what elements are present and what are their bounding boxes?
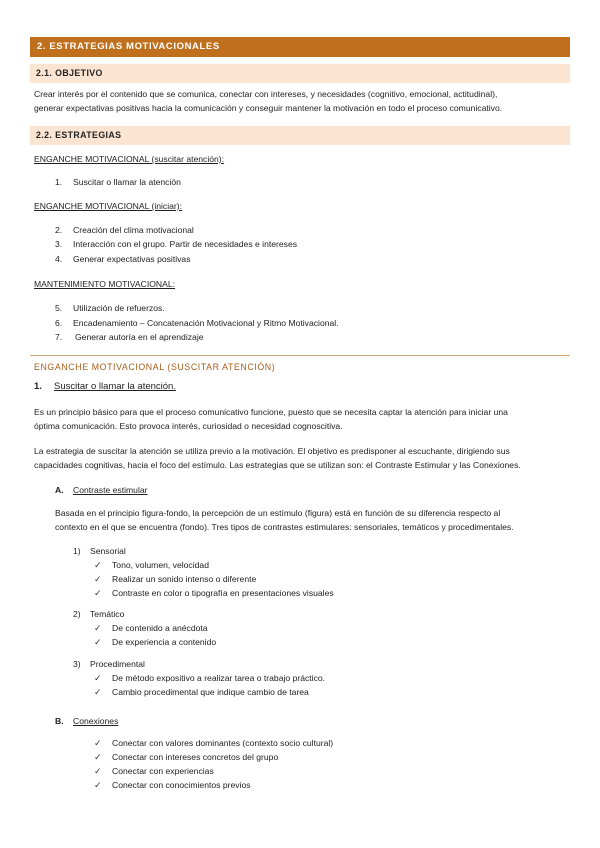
check-item: De contenido a anécdota [112,623,208,633]
check-item: Cambio procedimental que indique cambio de tarea [112,687,309,697]
paragraph-line: Basada en el principio figura-fondo, la percepción de un estímulo (figura) está en función de su diferencia respecto al [55,508,501,518]
check-icon: ✓ [94,752,102,762]
list-number: 2. [55,225,63,235]
estrategias-heading: 2.2. ESTRATEGIAS [36,130,122,140]
list-item: Encadenamiento – Concatenación Motivacional y Ritmo Motivacional. [73,318,339,328]
check-icon: ✓ [94,766,102,776]
type-number: 3) [73,659,81,669]
check-icon: ✓ [94,560,102,570]
type-name: Sensorial [90,546,126,556]
check-icon: ✓ [94,738,102,748]
list-number: 5. [55,303,63,313]
paragraph-line: contexto en el que se encuentra (fondo). Tres tipos de contrastes estimulares: sensoriales, temáticos y procedimentales. [55,522,514,532]
check-item: Contraste en color o tipografía en presentaciones visuales [112,588,334,598]
type-number: 1) [73,546,81,556]
list-number: 7. [55,332,63,342]
group-title: ENGANCHE MOTIVACIONAL (iniciar): [34,201,183,211]
check-item: De método expositivo a realizar tarea o trabajo práctico. [112,673,326,683]
type-number: 2) [73,609,81,619]
group-title: ENGANCHE MOTIVACIONAL (suscitar atención): [34,154,225,164]
objetivo-line: generar expectativas positivas hacia la comunicación y conseguir mantener la motivación en todo el proceso comunicativo. [34,103,503,113]
conexiones-title: Conexiones [73,716,119,726]
list-item: Utilización de refuerzos. [73,303,165,313]
check-item: Conectar con valores dominantes (contexto socio cultural) [112,738,334,748]
enganche-heading: ENGANCHE MOTIVACIONAL (SUSCITAR ATENCIÓN) [34,362,276,372]
paragraph-line: La estrategia de suscitar la atención se utiliza previo a la motivación. El objetivo es predisponer al escuchante, dirigiendo sus [34,446,510,456]
list-number: 4. [55,254,63,264]
section-letter: A. [55,485,64,495]
list-item: Generar expectativas positivas [73,254,191,264]
section-title-bar [30,37,570,57]
list-number: 3. [55,239,63,249]
list-item: Creación del clima motivacional [73,225,194,235]
objetivo-line: Crear interés por el contenido que se comunica, conectar con intereses, y necesidades (cognitivo, emocional, actitudinal), [34,89,498,99]
type-name: Temático [90,609,125,619]
subheading-number: 1. [34,381,42,392]
list-item: Interacción con el grupo. Partir de necesidades e intereses [73,239,298,249]
check-icon: ✓ [94,588,102,598]
list-number: 6. [55,318,63,328]
check-item: Tono, volumen, velocidad [112,560,209,570]
paragraph-line: óptima comunicación. Esto provoca interés, curiosidad o necesidad cognoscitiva. [34,421,343,431]
list-item: Suscitar o llamar la atención [73,177,181,187]
section-title: 2. ESTRATEGIAS MOTIVACIONALES [37,41,220,52]
check-item: Conectar con intereses concretos del grupo [112,752,279,762]
list-number: 1. [55,177,63,187]
subheading-title: Suscitar o llamar la atención. [54,381,176,392]
objetivo-heading: 2.1. OBJETIVO [36,68,103,78]
type-name: Procedimental [90,659,145,669]
paragraph-line: capacidades cognitivas, hacia el foco del estímulo. Las estrategias que se utilizan son: el Contraste Estimular y las Conexiones. [34,460,521,470]
check-item: Realizar un sonido intenso o diferente [112,574,257,584]
paragraph-line: Es un principio básico para que el proceso comunicativo funcione, puesto que se necesita captar la atención para iniciar una [34,407,508,417]
check-icon: ✓ [94,687,102,697]
check-icon: ✓ [94,780,102,790]
contraste-title: Contraste estimular [73,485,148,495]
check-icon: ✓ [94,673,102,683]
group-title: MANTENIMIENTO MOTIVACIONAL: [34,279,176,289]
check-item: De experiencia a contenido [112,637,217,647]
check-icon: ✓ [94,623,102,633]
check-item: Conectar con conocimientos previos [112,780,251,790]
check-icon: ✓ [94,637,102,647]
list-item: Generar autoría en el aprendizaje [75,332,204,342]
section-rule [30,355,570,356]
estrategias-heading-bar [30,126,570,145]
check-icon: ✓ [94,574,102,584]
check-item: Conectar con experiencias [112,766,214,776]
objetivo-heading-bar [30,64,570,83]
section-letter: B. [55,716,64,726]
